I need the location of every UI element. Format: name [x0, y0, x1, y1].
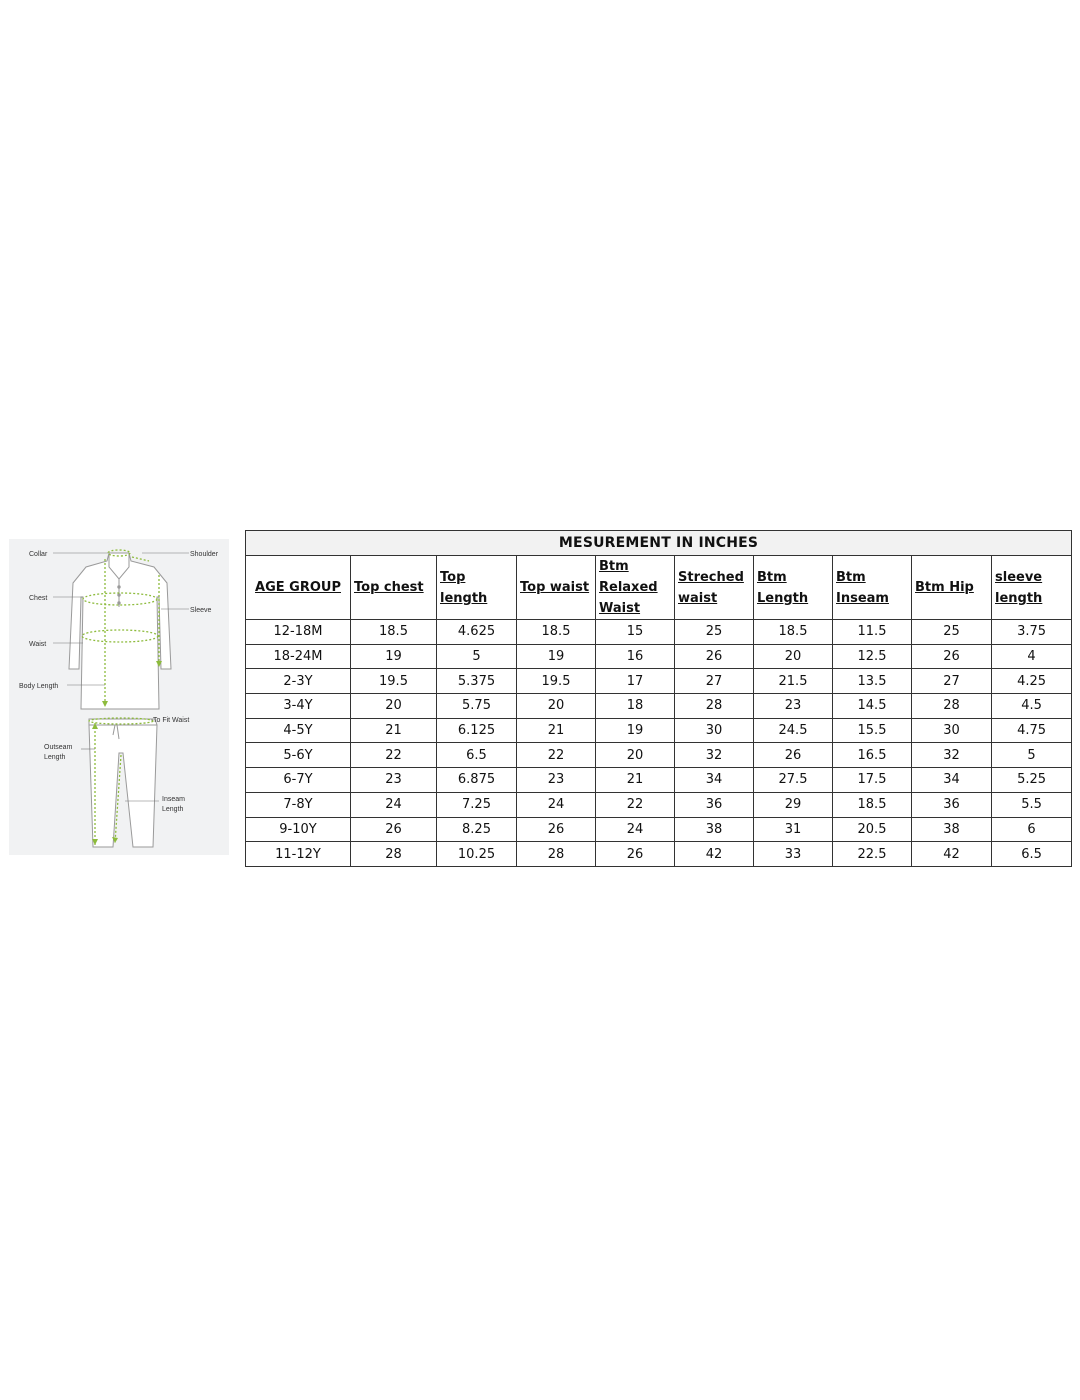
- measurement-cell: 32: [675, 743, 754, 768]
- measurement-cell: 4.25: [992, 669, 1072, 694]
- header-btm-relaxed-waist: Btm Relaxed Waist: [596, 556, 675, 620]
- measurement-cell: 22: [517, 743, 596, 768]
- label-to-fit-waist: To Fit Waist: [153, 717, 190, 724]
- measurement-cell: 5: [992, 743, 1072, 768]
- measurement-cell: 15: [596, 620, 675, 645]
- label-outseam-length-2: Length: [44, 754, 66, 761]
- label-waist: Waist: [29, 641, 47, 648]
- label-inseam-length: Inseam: [162, 796, 185, 803]
- measurement-cell: 18.5: [754, 620, 833, 645]
- size-chart-table: [245, 530, 1072, 867]
- measurement-cell: 10.25: [437, 842, 517, 867]
- measurement-cell: 25: [675, 620, 754, 645]
- age-group-cell: 2-3Y: [246, 669, 351, 694]
- measurement-cell: 3.75: [992, 620, 1072, 645]
- measurement-cell: 6.125: [437, 718, 517, 743]
- table-row: [246, 768, 1072, 793]
- age-group-cell: 18-24M: [246, 644, 351, 669]
- table-row: [246, 644, 1072, 669]
- measurement-cell: 26: [351, 817, 437, 842]
- header-row: [246, 556, 1072, 620]
- measurement-cell: 18: [596, 694, 675, 719]
- measurement-cell: 15.5: [833, 718, 912, 743]
- measurement-cell: 20: [596, 743, 675, 768]
- measurement-cell: 6.5: [992, 842, 1072, 867]
- measurement-cell: 19.5: [351, 669, 437, 694]
- measurement-cell: 17: [596, 669, 675, 694]
- measurement-cell: 21: [517, 718, 596, 743]
- table-row: [246, 743, 1072, 768]
- measurement-cell: 7.25: [437, 792, 517, 817]
- table-row: [246, 694, 1072, 719]
- age-group-cell: 12-18M: [246, 620, 351, 645]
- measurement-cell: 31: [754, 817, 833, 842]
- measurement-cell: 28: [675, 694, 754, 719]
- measurement-cell: 30: [675, 718, 754, 743]
- measurement-cell: 4: [992, 644, 1072, 669]
- table-row: [246, 718, 1072, 743]
- measurement-cell: 13.5: [833, 669, 912, 694]
- measurement-cell: 5.25: [992, 768, 1072, 793]
- measurement-cell: 4.625: [437, 620, 517, 645]
- table-title: MESUREMENT IN INCHES: [246, 531, 1072, 556]
- measurement-cell: 19: [517, 644, 596, 669]
- measurement-cell: 21.5: [754, 669, 833, 694]
- measurement-cell: 12.5: [833, 644, 912, 669]
- measurement-cell: 27: [912, 669, 992, 694]
- measurement-cell: 28: [351, 842, 437, 867]
- measurement-cell: 30: [912, 718, 992, 743]
- measurement-cell: 33: [754, 842, 833, 867]
- table-row: [246, 817, 1072, 842]
- measurement-cell: 36: [912, 792, 992, 817]
- table-row: [246, 669, 1072, 694]
- measurement-cell: 26: [912, 644, 992, 669]
- measurement-cell: 21: [351, 718, 437, 743]
- pants-outline: [89, 719, 157, 847]
- measurement-cell: 14.5: [833, 694, 912, 719]
- measurement-cell: 36: [675, 792, 754, 817]
- measurement-cell: 20: [754, 644, 833, 669]
- measurement-cell: 5.5: [992, 792, 1072, 817]
- measurement-cell: 6: [992, 817, 1072, 842]
- measurement-cell: 28: [517, 842, 596, 867]
- measurement-cell: 20: [517, 694, 596, 719]
- measurement-cell: 22: [351, 743, 437, 768]
- table-row: [246, 792, 1072, 817]
- measurement-cell: 20: [351, 694, 437, 719]
- label-chest: Chest: [29, 595, 48, 602]
- measurement-cell: 24.5: [754, 718, 833, 743]
- measurement-cell: 24: [517, 792, 596, 817]
- measurement-cell: 26: [596, 842, 675, 867]
- measurement-cell: 6.875: [437, 768, 517, 793]
- header-top-length: Top length: [437, 556, 517, 620]
- measurement-cell: 26: [517, 817, 596, 842]
- measurement-cell: 4.5: [992, 694, 1072, 719]
- measurement-cell: 23: [754, 694, 833, 719]
- garment-illustration: [9, 539, 229, 855]
- header-top-chest: Top chest: [351, 556, 437, 620]
- measurement-cell: 20.5: [833, 817, 912, 842]
- measurement-cell: 18.5: [833, 792, 912, 817]
- table-row: [246, 620, 1072, 645]
- table-body: [246, 620, 1072, 867]
- measurement-cell: 27: [675, 669, 754, 694]
- measurement-cell: 34: [675, 768, 754, 793]
- measurement-cell: 23: [517, 768, 596, 793]
- measurement-cell: 19.5: [517, 669, 596, 694]
- age-group-cell: 11-12Y: [246, 842, 351, 867]
- age-group-cell: 7-8Y: [246, 792, 351, 817]
- header-sleeve-length: sleeve length: [992, 556, 1072, 620]
- measurement-cell: 22: [596, 792, 675, 817]
- measurement-cell: 18.5: [517, 620, 596, 645]
- measurement-cell: 16: [596, 644, 675, 669]
- age-group-cell: 6-7Y: [246, 768, 351, 793]
- measurement-cell: 25: [912, 620, 992, 645]
- header-top-waist: Top waist: [517, 556, 596, 620]
- measurement-cell: 42: [675, 842, 754, 867]
- measurement-cell: 28: [912, 694, 992, 719]
- label-collar: Collar: [29, 551, 48, 558]
- measurement-cell: 22.5: [833, 842, 912, 867]
- measurement-cell: 24: [351, 792, 437, 817]
- measurement-cell: 26: [675, 644, 754, 669]
- label-sleeve: Sleeve: [190, 607, 212, 614]
- header-streched-waist: Streched waist: [675, 556, 754, 620]
- measurement-cell: 5: [437, 644, 517, 669]
- measurement-cell: 5.375: [437, 669, 517, 694]
- header-age-group: AGE GROUP: [246, 556, 351, 620]
- age-group-cell: 4-5Y: [246, 718, 351, 743]
- header-btm-length: Btm Length: [754, 556, 833, 620]
- age-group-cell: 3-4Y: [246, 694, 351, 719]
- measurement-cell: 38: [675, 817, 754, 842]
- measurement-cell: 38: [912, 817, 992, 842]
- measurement-cell: 34: [912, 768, 992, 793]
- measurement-cell: 26: [754, 743, 833, 768]
- measurement-cell: 16.5: [833, 743, 912, 768]
- label-body-length: Body Length: [19, 683, 59, 690]
- measurement-diagram: [9, 539, 229, 855]
- header-btm-inseam: Btm Inseam: [833, 556, 912, 620]
- measurement-cell: 23: [351, 768, 437, 793]
- age-group-cell: 9-10Y: [246, 817, 351, 842]
- age-group-cell: 5-6Y: [246, 743, 351, 768]
- measurement-cell: 8.25: [437, 817, 517, 842]
- measurement-cell: 17.5: [833, 768, 912, 793]
- measurement-cell: 5.75: [437, 694, 517, 719]
- measurement-cell: 18.5: [351, 620, 437, 645]
- measurement-cell: 11.5: [833, 620, 912, 645]
- table-row: [246, 842, 1072, 867]
- measurement-cell: 19: [351, 644, 437, 669]
- label-outseam-length: Outseam: [44, 744, 73, 751]
- label-shoulder: Shoulder: [190, 551, 219, 558]
- measurement-cell: 42: [912, 842, 992, 867]
- measurement-cell: 21: [596, 768, 675, 793]
- label-inseam-length-2: Length: [162, 806, 184, 813]
- measurement-cell: 24: [596, 817, 675, 842]
- measurement-cell: 4.75: [992, 718, 1072, 743]
- measurement-cell: 29: [754, 792, 833, 817]
- measurement-cell: 27.5: [754, 768, 833, 793]
- kurta-outline: [69, 553, 171, 709]
- measurement-cell: 19: [596, 718, 675, 743]
- measurement-cell: 32: [912, 743, 992, 768]
- header-btm-hip: Btm Hip: [912, 556, 992, 620]
- measurement-cell: 6.5: [437, 743, 517, 768]
